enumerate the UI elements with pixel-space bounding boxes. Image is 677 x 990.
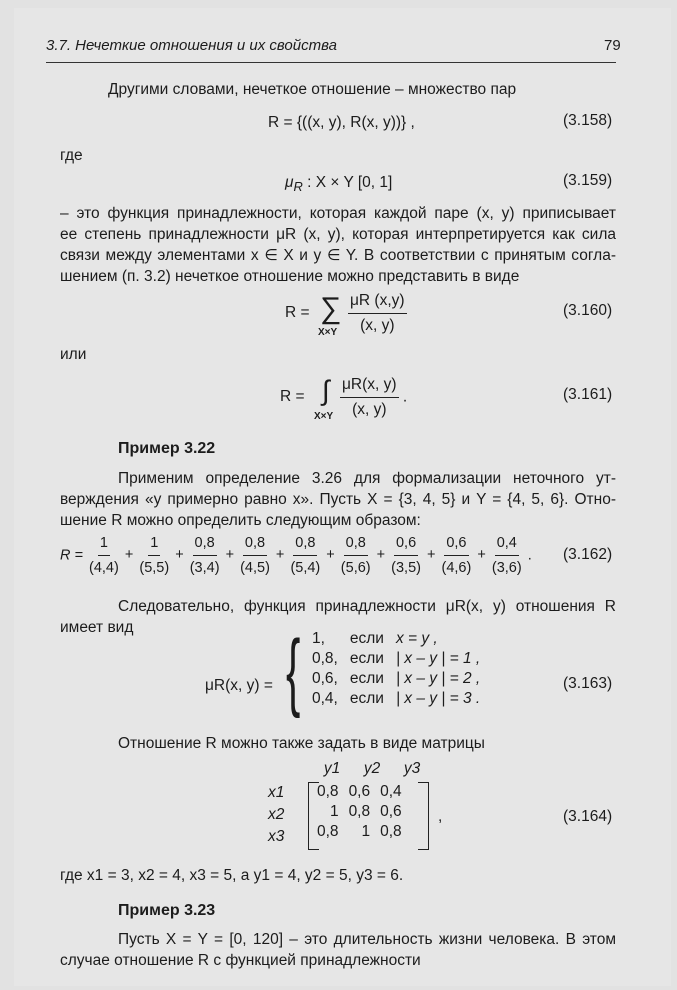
matrix-cell: 0,8 (348, 803, 371, 820)
plus-sign: + (473, 547, 490, 564)
plus-sign: + (120, 547, 138, 564)
fraction-denominator: (x, y) (360, 317, 395, 334)
equation-number-3-163: (3.163) (563, 675, 613, 692)
page-number: 79 (604, 37, 621, 54)
function-paragraph-line-2: ее степень принадлежности μR (x, y), которая интерпретируется как сила (60, 226, 616, 243)
sum-subscript: X×Y (318, 327, 338, 338)
plus-sign: + (221, 547, 239, 564)
fraction-denominator: (4,5) (240, 560, 270, 576)
matrix-cell: 0,8 (317, 823, 339, 840)
fraction-denominator: (x, y) (352, 401, 387, 418)
matrix-cell: 0,6 (348, 783, 371, 800)
equation-tail: , (438, 808, 443, 825)
matrix-row (312, 822, 407, 842)
matrix-row (312, 802, 407, 822)
function-paragraph-line-1: – это функция принадлежности, которая каждой паре (x, y) приписывает (60, 205, 616, 222)
example-3-22-line-2: верждения «y примерно равно x». Пусть X = {3, 4, 5} и Y = {4, 5, 6}. Отно- (60, 491, 616, 508)
integral-symbol: ∫ (322, 375, 330, 406)
equation-number-3-159: (3.159) (563, 172, 613, 189)
integral-subscript: X×Y (314, 411, 334, 422)
case-word: если (349, 670, 384, 687)
fraction-numerator: 0,8 (293, 532, 317, 556)
sum-of-fractions (87, 535, 524, 576)
equation-tail: . (527, 547, 532, 564)
fraction-denominator: (5,4) (290, 560, 321, 576)
plus-sign: + (171, 547, 188, 564)
example-3-22-line-1: Применим определение 3.26 для формализации неточного ут- (118, 470, 616, 487)
matrix-column-label: y2 (363, 760, 381, 777)
equation-number-3-160: (3.160) (563, 302, 613, 319)
equation-tail: . (402, 388, 408, 406)
example-3-22-line-3: шение R можно определить следующим образом: (60, 512, 421, 529)
matrix-cell: 0,6 (380, 803, 402, 820)
plus-sign: + (422, 547, 440, 564)
equation-number-3-164: (3.164) (563, 808, 613, 825)
case-cond: x = y , (395, 630, 438, 647)
fraction-numerator: μR (x,y) (348, 290, 407, 314)
example-3-23-heading: Пример 3.23 (118, 902, 216, 919)
fraction-denominator: (5,5) (139, 560, 170, 576)
equation-3-162 (60, 532, 532, 579)
matrix-right-bracket (418, 782, 429, 850)
case-word: если (349, 650, 384, 667)
cases-brace: { (286, 623, 301, 719)
matrix-cell: 1 (329, 803, 339, 820)
equation-number-3-161: (3.161) (563, 386, 613, 403)
fraction-term (389, 532, 423, 579)
sum-symbol: ∑ (320, 292, 342, 325)
function-paragraph-line-3: связи между элементами x ∈ X и y ∈ Y. В соответствии с принятым согла- (60, 247, 616, 264)
equation-3-158: R = {((x, y), R(x, y))} , (268, 114, 415, 131)
case-val: 0,8, (312, 650, 338, 667)
case-val: 0,4, (312, 690, 338, 707)
lhs-3-161: R = (280, 388, 305, 405)
mu-symbol: μ (285, 174, 294, 191)
case-row (306, 689, 486, 709)
mapping-rest: : X × Y [0, 1] (307, 174, 393, 191)
function-paragraph-line-4: шением (п. 3.2) нечеткое отношение можно представить в виде (60, 268, 520, 285)
fraction-term (339, 532, 373, 579)
fraction-numerator: 0,8 (243, 532, 267, 556)
header-rule (46, 62, 616, 63)
matrix-column-label: y1 (323, 760, 341, 777)
fraction-denominator: (4,6) (441, 560, 472, 576)
matrix-cell: 1 (361, 823, 371, 840)
matrix-cell: 0,8 (380, 823, 402, 840)
running-header: 3.7. Нечеткие отношения и их свойства (46, 37, 337, 54)
plus-sign: + (271, 547, 289, 564)
fraction-3-160 (348, 290, 407, 337)
case-row (306, 649, 486, 669)
where-assignments: где x1 = 3, x2 = 4, x3 = 5, а y1 = 4, y2 = 5, y3 = 6. (60, 867, 404, 884)
case-word: если (349, 690, 384, 707)
fraction-numerator: 0,8 (344, 532, 368, 556)
case-val: 1, (312, 630, 325, 647)
where-word: где (60, 147, 83, 164)
matrix-column-label: y3 (403, 760, 421, 777)
case-cond: | x – y | = 2 , (395, 670, 481, 687)
fraction-3-161 (340, 374, 407, 421)
example-3-23-line-1: Пусть X = Y = [0, 120] – это длительность жизни человека. В этом (118, 931, 616, 948)
fraction-term (440, 532, 474, 579)
fraction-term (87, 532, 121, 579)
fraction-denominator: (5,6) (340, 560, 371, 576)
lhs-3-162: R = (60, 547, 83, 564)
equation-3-159 (285, 172, 392, 198)
plus-sign: + (322, 547, 339, 564)
plus-sign: + (372, 547, 390, 564)
fraction-numerator: 0,6 (394, 532, 418, 556)
intro-paragraph: Другими словами, нечеткое отношение – множество пар (108, 81, 517, 98)
fraction-term (490, 532, 524, 579)
matrix-table (312, 782, 407, 842)
fraction-numerator: 0,4 (495, 532, 519, 556)
lhs-3-163: μR(x, y) = (205, 677, 273, 694)
fraction-denominator: (3,5) (391, 560, 421, 576)
case-val: 0,6, (312, 670, 338, 687)
case-word: если (349, 630, 384, 647)
lhs-3-160: R = (285, 304, 310, 321)
example-3-23-line-2: случае отношение R с функцией принадлежности (60, 952, 421, 969)
case-cond: | x – y | = 3 . (395, 690, 481, 707)
matrix-row-label: x3 (268, 828, 285, 845)
fraction-numerator: 1 (98, 532, 110, 556)
example-3-22-heading: Пример 3.22 (118, 440, 216, 457)
or-word: или (60, 346, 87, 363)
matrix-row-label: x1 (268, 784, 285, 801)
equation-number-3-158: (3.158) (563, 112, 613, 129)
fraction-numerator: μR(x, y) (340, 374, 399, 398)
matrix-row-label: x2 (268, 806, 285, 823)
fraction-numerator: 0,8 (193, 532, 217, 556)
hence-paragraph-line-2: имеет вид (60, 619, 134, 636)
case-cond: | x – y | = 1 , (395, 650, 481, 667)
fraction-numerator: 0,6 (444, 532, 468, 556)
hence-paragraph-line-1: Следовательно, функция принадлежности μR(x, y) отношения R (118, 598, 616, 615)
fraction-term (137, 532, 171, 579)
fraction-term (288, 532, 322, 579)
equation-number-3-162: (3.162) (563, 546, 613, 563)
case-row (306, 629, 486, 649)
matrix-cell: 0,4 (380, 783, 402, 800)
case-row (306, 669, 486, 689)
fraction-term (188, 532, 222, 579)
fraction-denominator: (4,4) (89, 560, 119, 576)
matrix-row (312, 782, 407, 802)
matrix-intro: Отношение R можно также задать в виде матрицы (118, 735, 485, 752)
cases-table (306, 629, 486, 709)
matrix-cell: 0,8 (317, 783, 339, 800)
fraction-denominator: (3,6) (491, 560, 522, 576)
mu-subscript: R (293, 179, 303, 195)
fraction-denominator: (3,4) (189, 560, 220, 576)
fraction-numerator: 1 (148, 532, 160, 556)
fraction-term (238, 532, 272, 579)
